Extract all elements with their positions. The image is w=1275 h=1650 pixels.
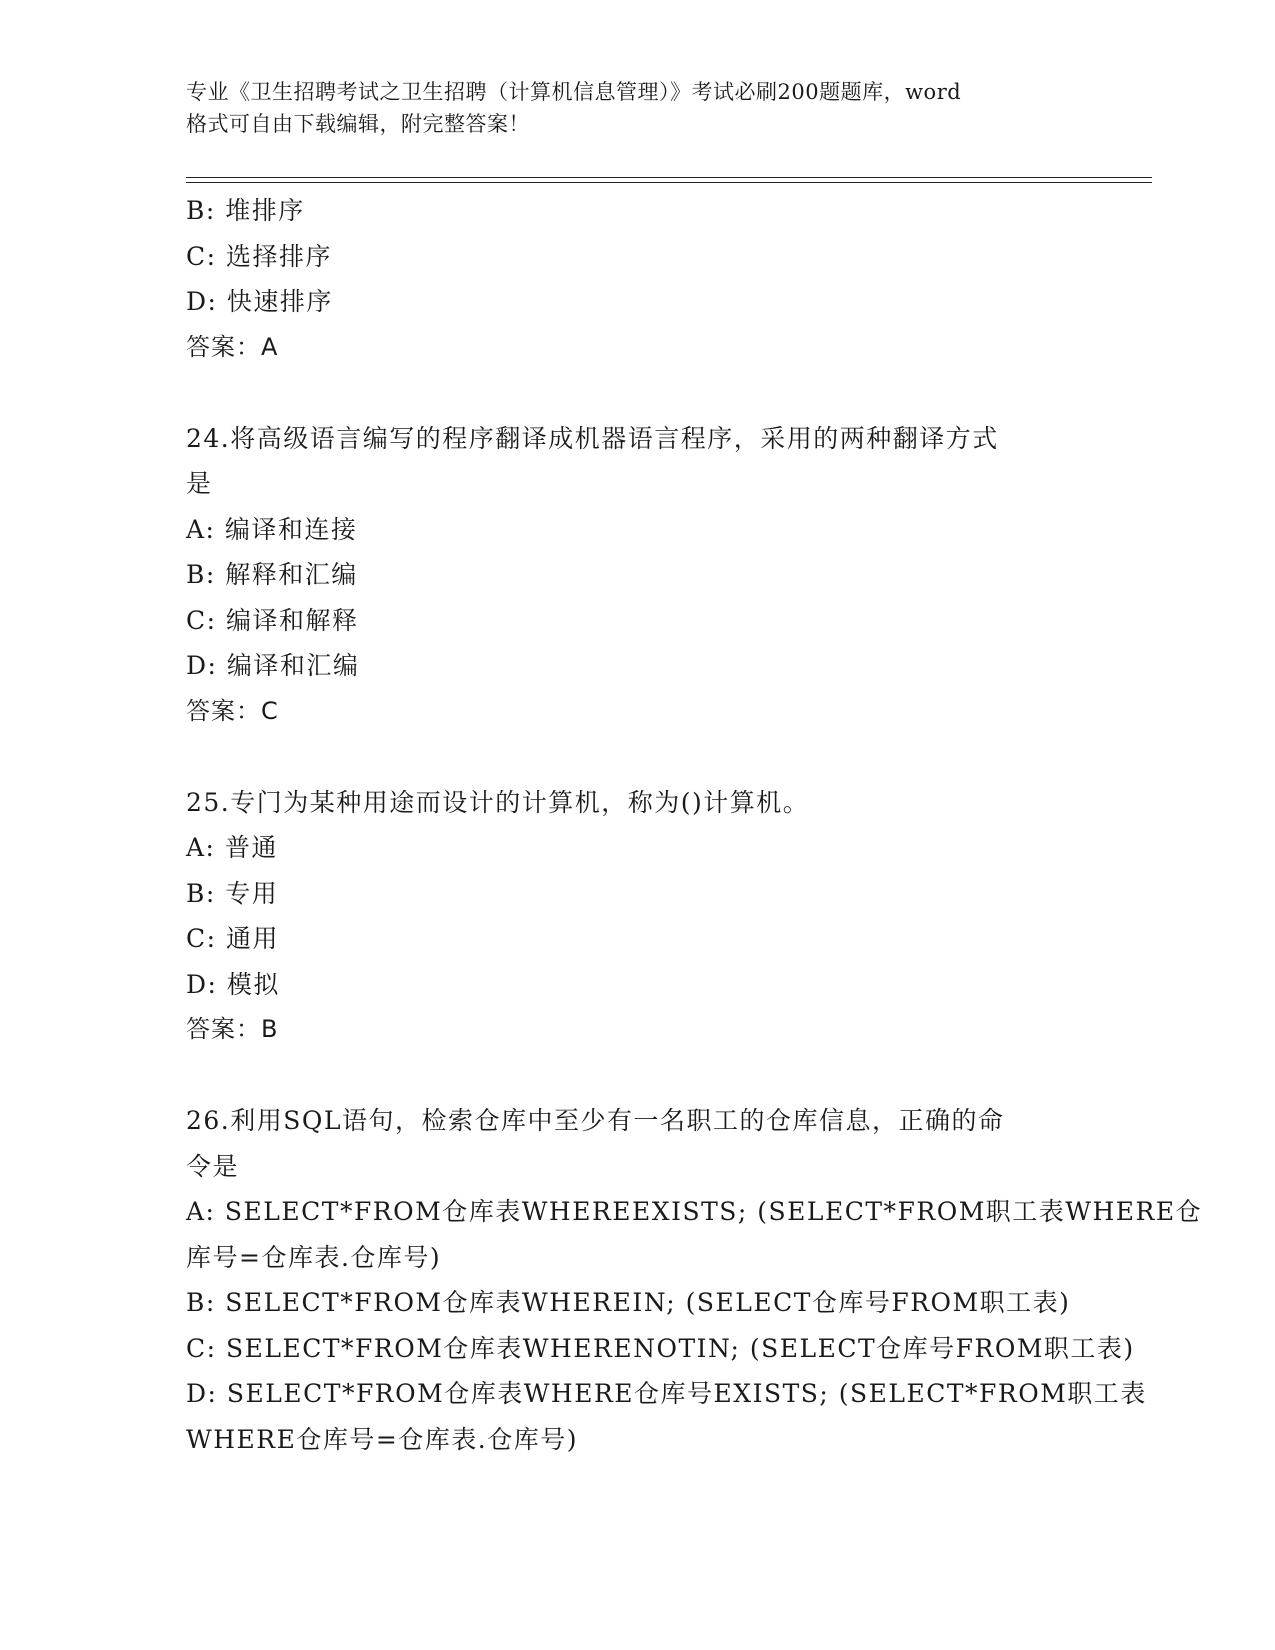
option-b: B: 专用 xyxy=(186,878,279,908)
option-c: C: SELECT*FROM仓库表WHERENOTIN; (SELECT仓库号FROM职工表) xyxy=(186,1333,1135,1363)
spacer xyxy=(186,734,1086,780)
page-header xyxy=(186,76,1086,140)
option-d: D: 编译和汇编 xyxy=(186,651,360,680)
option-b: B: 堆排序 xyxy=(186,196,305,225)
header-rule-top xyxy=(186,177,1152,178)
question-stem-cont: 是 xyxy=(186,469,213,498)
spacer xyxy=(186,1053,1086,1099)
option-a: A: 普通 xyxy=(186,833,278,862)
option-a: A: 编译和连接 xyxy=(186,514,358,544)
option-d-cont: WHERE仓库号=仓库表.仓库号) xyxy=(186,1424,578,1454)
question-23-tail xyxy=(186,188,1086,370)
question-24 xyxy=(186,416,1086,735)
question-26 xyxy=(186,1098,1203,1462)
option-c: C: 选择排序 xyxy=(186,241,332,271)
option-b: B: SELECT*FROM仓库表WHEREIN; (SELECT仓库号FROM职工表) xyxy=(186,1288,1071,1317)
option-b: B: 解释和汇编 xyxy=(186,560,358,589)
header-line-2: 格式可自由下载编辑，附完整答案！ xyxy=(186,112,530,136)
header-rule-bottom xyxy=(186,182,1152,183)
option-c: C: 编译和解释 xyxy=(186,605,359,635)
spacer xyxy=(186,370,1086,416)
question-stem: 26.利用SQL语句，检索仓库中至少有一名职工的仓库信息，正确的命 xyxy=(186,1106,1005,1135)
option-c: C: 通用 xyxy=(186,924,279,953)
option-d: D: SELECT*FROM仓库表WHERE仓库号EXISTS; (SELECT*FROM职工表 xyxy=(186,1379,1147,1408)
answer: 答案：A xyxy=(186,332,279,361)
answer: 答案：B xyxy=(186,1015,279,1043)
answer: 答案：C xyxy=(186,696,279,725)
question-stem-cont: 令是 xyxy=(186,1151,240,1181)
question-stem: 25.专门为某种用途而设计的计算机，称为()计算机。 xyxy=(186,787,810,817)
option-d: D: 模拟 xyxy=(186,969,280,999)
option-a: A: SELECT*FROM仓库表WHEREEXISTS; (SELECT*FROM职工表WHERE仓 xyxy=(186,1197,1203,1226)
question-stem: 24.将高级语言编写的程序翻译成机器语言程序，采用的两种翻译方式 xyxy=(186,423,999,453)
option-d: D: 快速排序 xyxy=(186,287,333,316)
header-line-1: 专业《卫生招聘考试之卫生招聘（计算机信息管理）》考试必刷200题题库，word xyxy=(186,80,962,104)
question-25 xyxy=(186,780,1086,1053)
option-a-cont: 库号=仓库表.仓库号) xyxy=(186,1242,442,1272)
question-list xyxy=(186,188,1203,1462)
